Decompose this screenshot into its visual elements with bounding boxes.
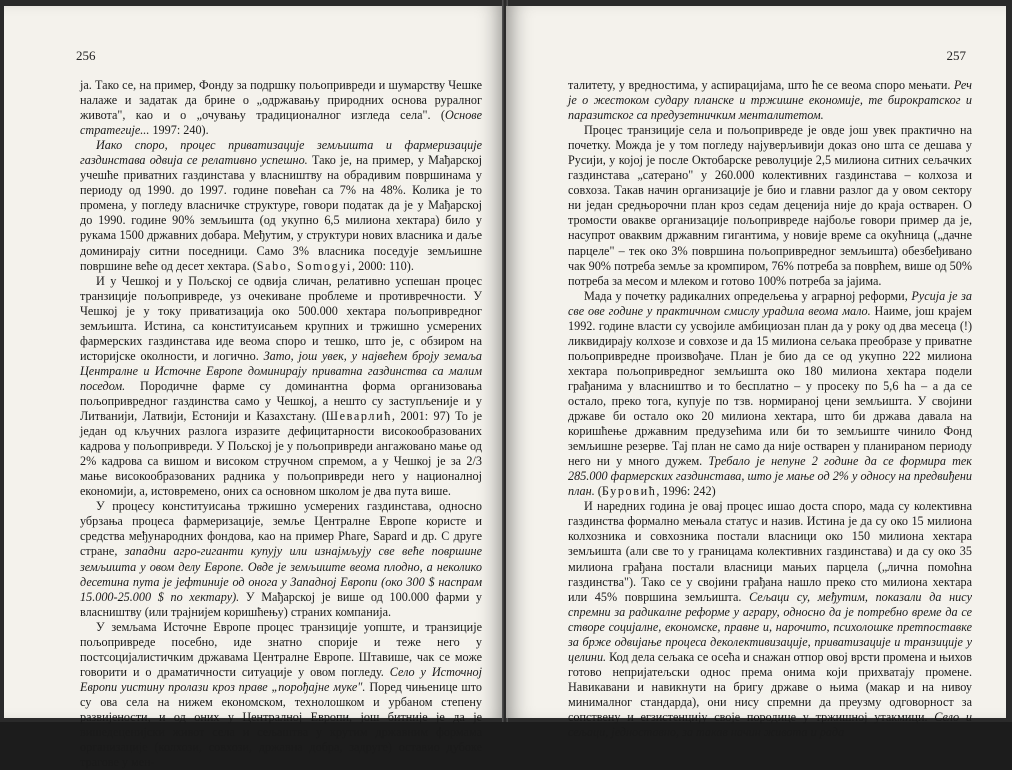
paragraph bbox=[80, 274, 482, 500]
text-run: талитету, у вредностима, у аспирацијама, што ће се веома споро мењати. bbox=[568, 78, 954, 92]
paragraph bbox=[80, 620, 482, 770]
author-name: Буровић bbox=[601, 484, 657, 499]
paragraph bbox=[568, 289, 972, 500]
text-run: У земљама Источне Европе процес транзиције уопште, и транзиције пољопривреде посебно, иде знатно спорије и теже него у постсоцијалистичким државама Централне Европе. Штавише, чак се може говорити и о драматичности ситуације у овом погледу. bbox=[80, 619, 482, 679]
left-page-body bbox=[80, 78, 482, 770]
page-number-left: 256 bbox=[76, 48, 96, 63]
text-run: И наредних година је овај процес ишао доста споро, мада су колективна газдинства формално мењала статус и назив. Истина је да су око 15 милиона колхозника и совхозника постали власници око 150 милиона хектара земљишта (али све то у границама колективних газдинстава) и да су око 35 милиона грађана постали власници мањих парцела („лична помоћна газдинства"). Тако се у својини грађана нашло преко сто милиона хектара или 45% површина земљишта. bbox=[568, 499, 972, 604]
text-run: , 2000: 110). bbox=[352, 258, 414, 273]
text-run: , 2001: 97) То је један од кључних разлога изразите дефицитарности високообразованих кадрова у пољопривреди. У Пољској је у пољопривреди ангажовано мање од 2% кадрова са вишом и високом стручном спремом, а у Чешкој је за 2/3 мање високообразованих радника у пољопривреди него у националној економији, а, истовремено, оних са основном школом је два пута више. bbox=[80, 409, 482, 499]
paragraph bbox=[568, 78, 972, 123]
emphasis-text: Зато, још увек, у највећем броју земаља Централне и Источне Европе доминирају приватна газдинства са малим поседом. bbox=[80, 348, 482, 393]
text-run: 1997: 240). bbox=[149, 123, 209, 138]
emphasis-text: Русија је за све ове године у практичном смислу урадила веома мало. bbox=[568, 288, 972, 318]
text-run: У процесу конституисања тржишно усмерених газдинстава, односно убрзања процеса фармеризације, земље Централне Европе користе и средства међународних фондова, као на пример Phare, Sapard и др. С друге стране, bbox=[80, 499, 482, 559]
emphasis-text: Основе стратегије... bbox=[80, 108, 482, 138]
emphasis-text: Иако споро, процес приватизације земљишта и фармеризације газдинстава одвија се релативно успешно. bbox=[80, 138, 482, 168]
text-run: ја. Тако се, на пример, Фонду за подршку пољопривреди и шумарству Чешке налаже и задатак да брине о „одржавању природних основа руралног живота", као и о „очувању традиционалног изгледа села". ( bbox=[80, 78, 482, 123]
paragraph bbox=[80, 78, 482, 138]
paragraph bbox=[80, 499, 482, 619]
emphasis-text: Село у Источној Европи уистину пролази кроз праве „порођајне муке". bbox=[80, 664, 483, 694]
emphasis-text: западни агро-гиганти купују или изнајмљују све веће површине земљишта у овом делу Европе. Овде је земљиште веома плодно, а неколико десетина пута је јефтиније од онога у Западној Европи (око 300 $ наспрам 15.000-25.000 $ по хектару). bbox=[80, 544, 482, 604]
emphasis-text: Село и сељаци, једноставно, за такав начин живота и рада bbox=[568, 709, 972, 740]
page-number-right: 257 bbox=[946, 48, 966, 63]
text-run: Наиме, још крајем 1992. године власти су усвојиле амбициозан план да у року од два месеца (!) ликвидирају колхозе и совхозе и да 15 милиона сељака преобразе у приватне пољопривредне произвођаче. План је био да се од укупно 222 милиона хектара пољопривредног земљишта око 180 милиона хектара подели грађанима у власништво и то бесплатно – у просеку по 5,6 ha – а да се остало, преко тога, купује по тзв. нормираној цени земљишта. У својини државе би остало око 20 милиона хектара, што би држава давала на коришћење државним предузећима или би то земљиште чинило Фонд земљишне резерве. Тај план не само да није остварен у планираном периоду него ни у много дужем. bbox=[568, 303, 972, 469]
paragraph bbox=[568, 123, 972, 289]
text-run: Процес транзиције села и пољопривреде је овде још увек практично на почетку. Можда је у том погледу најуверљивији доказ оно шта се дешава у Русији, у којој је после Октобарске револуције 2,5 милиона ситних сељачких газдинстава „сатерано" у 260.000 колективних газдинстава – колхоза и совхоза. Такав начин организације је био и главни разлог да у овом сектору ни један средњорочни план кроз седам деценија није до краја остварен. О тромости оваквe организације пољопривреде најбоље говори пример да је, насупрот оваквим државним гигантима, у новије време са окућница („дачне парцеле" – тек око 3% површина пољопривредног земљишта) обезбеђивано чак 90% потреба земље за кромпиром, 76% потреба за поврћем, више од 50% потреба за месом и млеком и готово 100% потреба за јајима. bbox=[568, 123, 972, 288]
text-run: Код дела сељака се осећа и снажан отпор овој врсти промена и њихов готово непријатељски однос према онима који прихватају промене. Навикавани и навикнути на бригу државе о њима (макар и на нивоу минималног стандарда), они нису спремни да преузму одговорност за сопствену и егзистенцију своје породице у тржишној утакмици. bbox=[568, 649, 972, 724]
text-run: , 1996: 242) bbox=[656, 484, 716, 499]
emphasis-text: Реч је о жестоком судару планске и тржишне економије, те бирократског и паразитског са предузетничким менталитетом. bbox=[568, 78, 972, 123]
text-run: У Мађарској је више од 100.000 фарми у власништву (или трајнијем коришћењу) страних компанија. bbox=[80, 589, 482, 619]
author-name: Шеварлић bbox=[325, 409, 392, 424]
text-run: Тако је, на пример, у Мађарској учешће приватних газдинстава у власништву на обрадивим површинама у периоду од 1990. до 1997. године повећан са 7% на 48%. Колика је то промена, у погледу власничке структуре, говори податак да је у Мађарској до 1990. године 90% земљишта (од укупно 6,5 милиона хектара) било у рукама 1500 државних добара. Међутим, у структури нових власника и даље доминирају ситни поседници. Само 3% власника поседује земљишне површине веће од десет хектара. ( bbox=[80, 153, 482, 273]
author-name: Sabo, Somogyi bbox=[256, 258, 353, 273]
text-run: ( bbox=[594, 484, 602, 499]
emphasis-text: Требало је непуне 2 године да се формира тек 285.000 фармерских газдинстава, што је мање од 2% у односу на предвиђени план. bbox=[568, 454, 972, 499]
text-run: Мада у почетку радикалних опредељења у аграрној реформи, bbox=[584, 288, 912, 303]
left-page bbox=[4, 6, 504, 770]
text-run: Породичне фарме су доминантна форма организовања пољопривредног газдинства само у Чешкој, а нешто су заступљеније и у Литванији, Латвији, Естонији и Казахстану. ( bbox=[80, 378, 482, 424]
emphasis-text: Сељаци су, међутим, показали да нису спремни за радикалне реформе у аграру, односно да је потребно време да се створе социјалне, економске, правне и, нарочито, психолошке претпоставке за брже одвијање процеса деколективизације, приватизације и транзиције у целини. bbox=[568, 589, 972, 664]
right-page bbox=[506, 6, 1006, 740]
text-run: И у Чешкој и у Пољској се одвија сличан, релативно успешан процес транзиције пољопривреде, уз очекиване проблеме и противречности. У Чешкој је у току приватизација око 500.000 хектара пољопривредног земљишта. Истина, са конституисањем крупних и тржишно усмерених фармерских газдинстава иде веома споро и тешко, што је, с обзиром на историјске околности, и логично. bbox=[80, 273, 482, 363]
text-run: Поред чињенице што су ова села на нижем економском, технолошком и урбаном степену развијености, и од оних у Централној Европи, још битније је да је вишедеценијски живот села и сељаштва у крутим државним формама организације (колхози, совхози, државна добра, задруге) оставио дубоке трагове у мен- bbox=[80, 679, 483, 770]
paragraph bbox=[80, 138, 482, 273]
paragraph bbox=[568, 499, 972, 740]
right-page-body bbox=[568, 78, 972, 740]
